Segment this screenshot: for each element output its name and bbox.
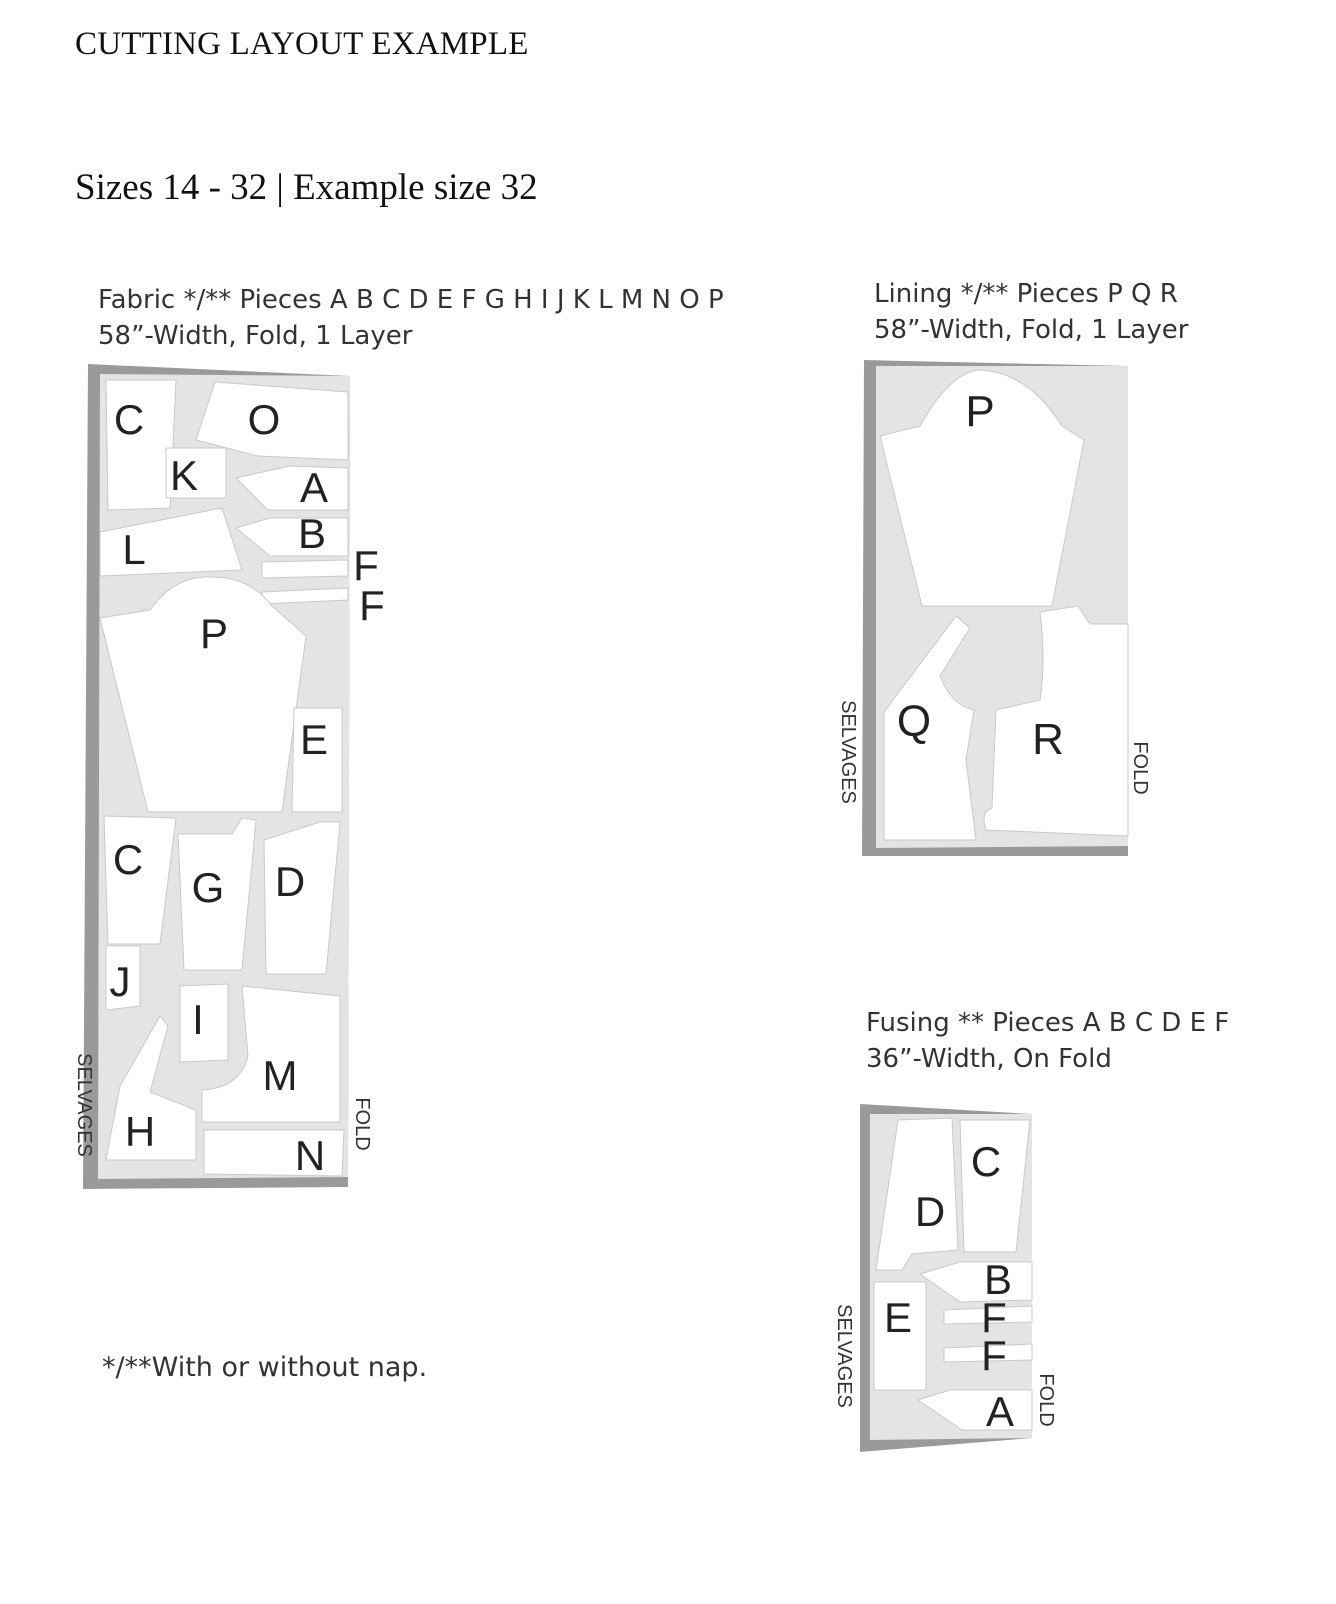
fabric-caption-pieces: Fabric */** Pieces A B C D E F G H I J K L M N O P — [98, 285, 724, 315]
fusing-caption-pieces: Fusing ** Pieces A B C D E F — [866, 1008, 1230, 1038]
fabric-fold-label: FOLD — [351, 1097, 373, 1151]
page-subtitle: Sizes 14 - 32 | Example size 32 — [75, 167, 538, 208]
nap-footnote: */**With or without nap. — [102, 1352, 428, 1383]
fabric-caption-width: 58”-Width, Fold, 1 Layer — [98, 321, 413, 351]
lining-label-p: P — [965, 387, 995, 436]
label-d: D — [274, 858, 306, 905]
lining-fold-label: FOLD — [1129, 741, 1151, 795]
label-m: M — [262, 1052, 298, 1099]
label-a: A — [299, 464, 329, 511]
fusing-caption-width: 36”-Width, On Fold — [866, 1044, 1112, 1074]
label-g: G — [191, 864, 225, 911]
fusing-label-d: D — [914, 1188, 946, 1235]
page-title: CUTTING LAYOUT EXAMPLE — [75, 26, 529, 62]
fusing-label-c: C — [970, 1138, 1002, 1185]
label-c-mid: C — [112, 836, 144, 883]
fusing-label-f-2: F — [981, 1332, 1007, 1379]
label-n: N — [294, 1132, 326, 1179]
label-f-1: F — [353, 542, 379, 589]
label-j: J — [109, 958, 131, 1005]
lining-caption-width: 58”-Width, Fold, 1 Layer — [874, 315, 1189, 345]
lining-selvages-label: SELVAGES — [837, 700, 859, 804]
lining-caption-pieces: Lining */** Pieces P Q R — [874, 279, 1178, 309]
fusing-fold-label: FOLD — [1035, 1373, 1057, 1427]
fusing-label-b: B — [983, 1256, 1013, 1303]
label-e: E — [299, 716, 329, 763]
fusing-label-f-1: F — [981, 1294, 1007, 1341]
fabric-selvages-label: SELVAGES — [73, 1053, 95, 1157]
label-p: P — [199, 610, 229, 657]
lining-label-r: R — [1032, 715, 1064, 764]
fusing-label-a: A — [985, 1388, 1015, 1435]
label-f-2: F — [359, 582, 385, 629]
label-o: O — [247, 396, 281, 443]
lining-label-q: Q — [896, 697, 932, 746]
fusing-label-e: E — [883, 1294, 913, 1341]
fusing-selvages-label: SELVAGES — [833, 1304, 855, 1408]
label-b: B — [297, 510, 327, 557]
label-i: I — [192, 996, 204, 1043]
label-l: L — [122, 526, 146, 573]
label-c-top: C — [113, 396, 145, 443]
label-k: K — [169, 452, 199, 499]
label-h: H — [124, 1108, 156, 1155]
